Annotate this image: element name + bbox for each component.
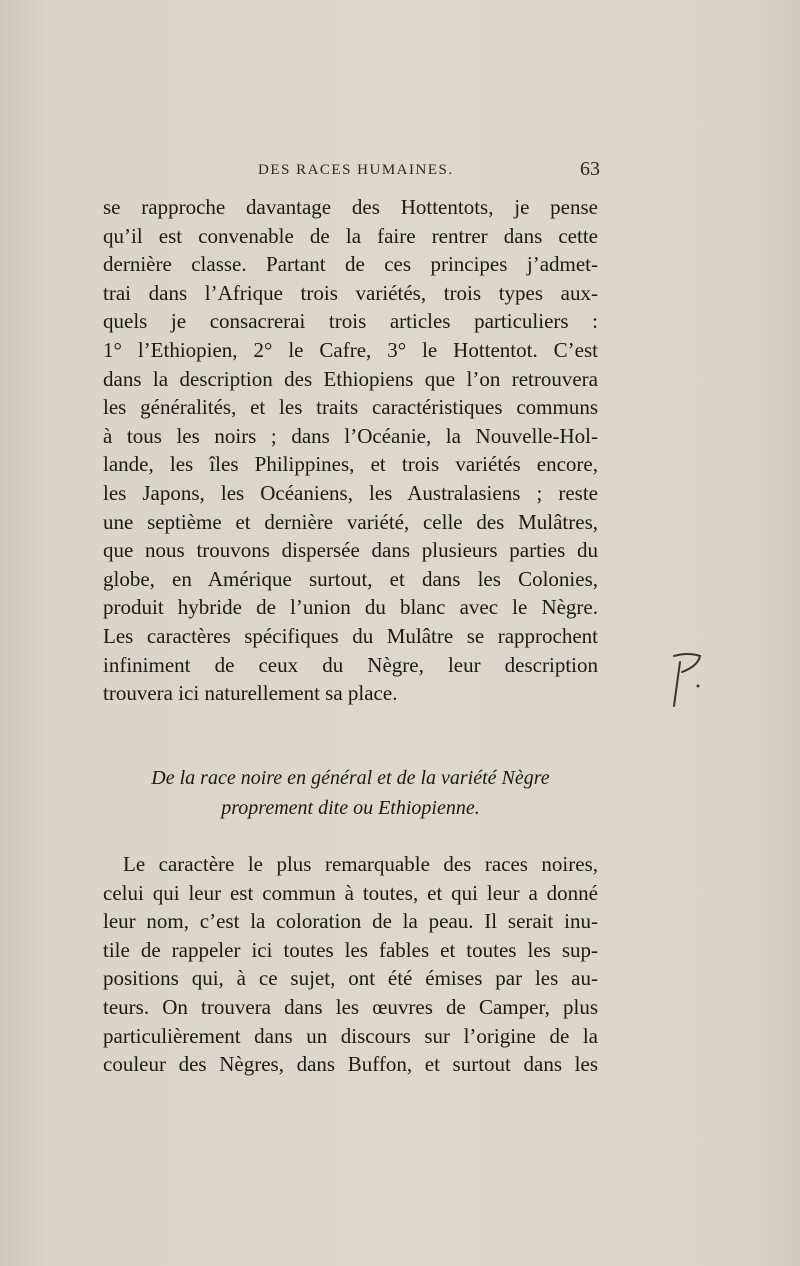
text-line: qu’il est convenable de la faire rentrer dans cette <box>103 223 598 248</box>
text-line: que nous trouvons dispersée dans plusieurs parties du <box>103 538 598 563</box>
text-line: globe, en Amérique surtout, et dans les Colonies, <box>103 566 598 591</box>
text-line: 1° l’Ethiopien, 2° le Cafre, 3° le Hottentot. C’est <box>103 337 598 362</box>
text-line: se rapproche davantage des Hottentots, je pense <box>103 195 598 219</box>
heading-line-2: proprement dite ou Ethiopienne. <box>221 797 480 819</box>
handwritten-p-mark <box>668 650 708 710</box>
text-line: quels je consacrerai trois articles particuliers : <box>103 309 598 334</box>
text-line: à tous les noirs ; dans l’Océanie, la Nouvelle-Hol- <box>103 423 598 448</box>
paragraph-1 <box>103 193 598 708</box>
text-line: Le caractère le plus remarquable des races noires, <box>123 852 598 876</box>
heading-line-1: De la race noire en général et de la variété Nègre <box>151 767 550 789</box>
text-line: trouvera ici naturellement sa place. <box>103 681 398 706</box>
text-line: positions qui, à ce sujet, ont été émises par les au- <box>103 966 598 991</box>
text-line: teurs. On trouvera dans les œuvres de Camper, plus <box>103 994 598 1019</box>
text-line: particulièrement dans un discours sur l’origine de la <box>103 1023 598 1048</box>
text-line: lande, les îles Philippines, et trois variétés encore, <box>103 452 598 477</box>
text-line: produit hybride de l’union du blanc avec le Nègre. <box>103 595 598 620</box>
text-line: une septième et dernière variété, celle des Mulâtres, <box>103 509 598 534</box>
text-line: Les caractères spécifiques du Mulâtre se rapprochent <box>103 623 598 648</box>
text-line: les généralités, et les traits caractéristiques communs <box>103 395 598 420</box>
text-line: couleur des Nègres, dans Buffon, et surtout dans les <box>103 1052 598 1077</box>
section-heading <box>103 763 598 823</box>
text-line: trai dans l’Afrique trois variétés, trois types aux- <box>103 280 598 305</box>
text-line: tile de rappeler ici toutes les fables et toutes les sup- <box>103 937 598 962</box>
running-head <box>100 160 600 184</box>
page-number: 63 <box>580 158 600 180</box>
text-line: leur nom, c’est la coloration de la peau. Il serait inu- <box>103 909 598 934</box>
paragraph-2 <box>103 850 598 1079</box>
text-line: les Japons, les Océaniens, les Australasiens ; reste <box>103 480 598 505</box>
text-line: dernière classe. Partant de ces principes j’admet- <box>103 252 598 277</box>
text-line: infiniment de ceux du Nègre, leur description <box>103 652 598 677</box>
running-title: DES RACES HUMAINES. <box>258 162 454 178</box>
text-line: celui qui leur est commun à toutes, et qui leur a donné <box>103 880 598 905</box>
text-line: dans la description des Ethiopiens que l’on retrouvera <box>103 366 598 391</box>
